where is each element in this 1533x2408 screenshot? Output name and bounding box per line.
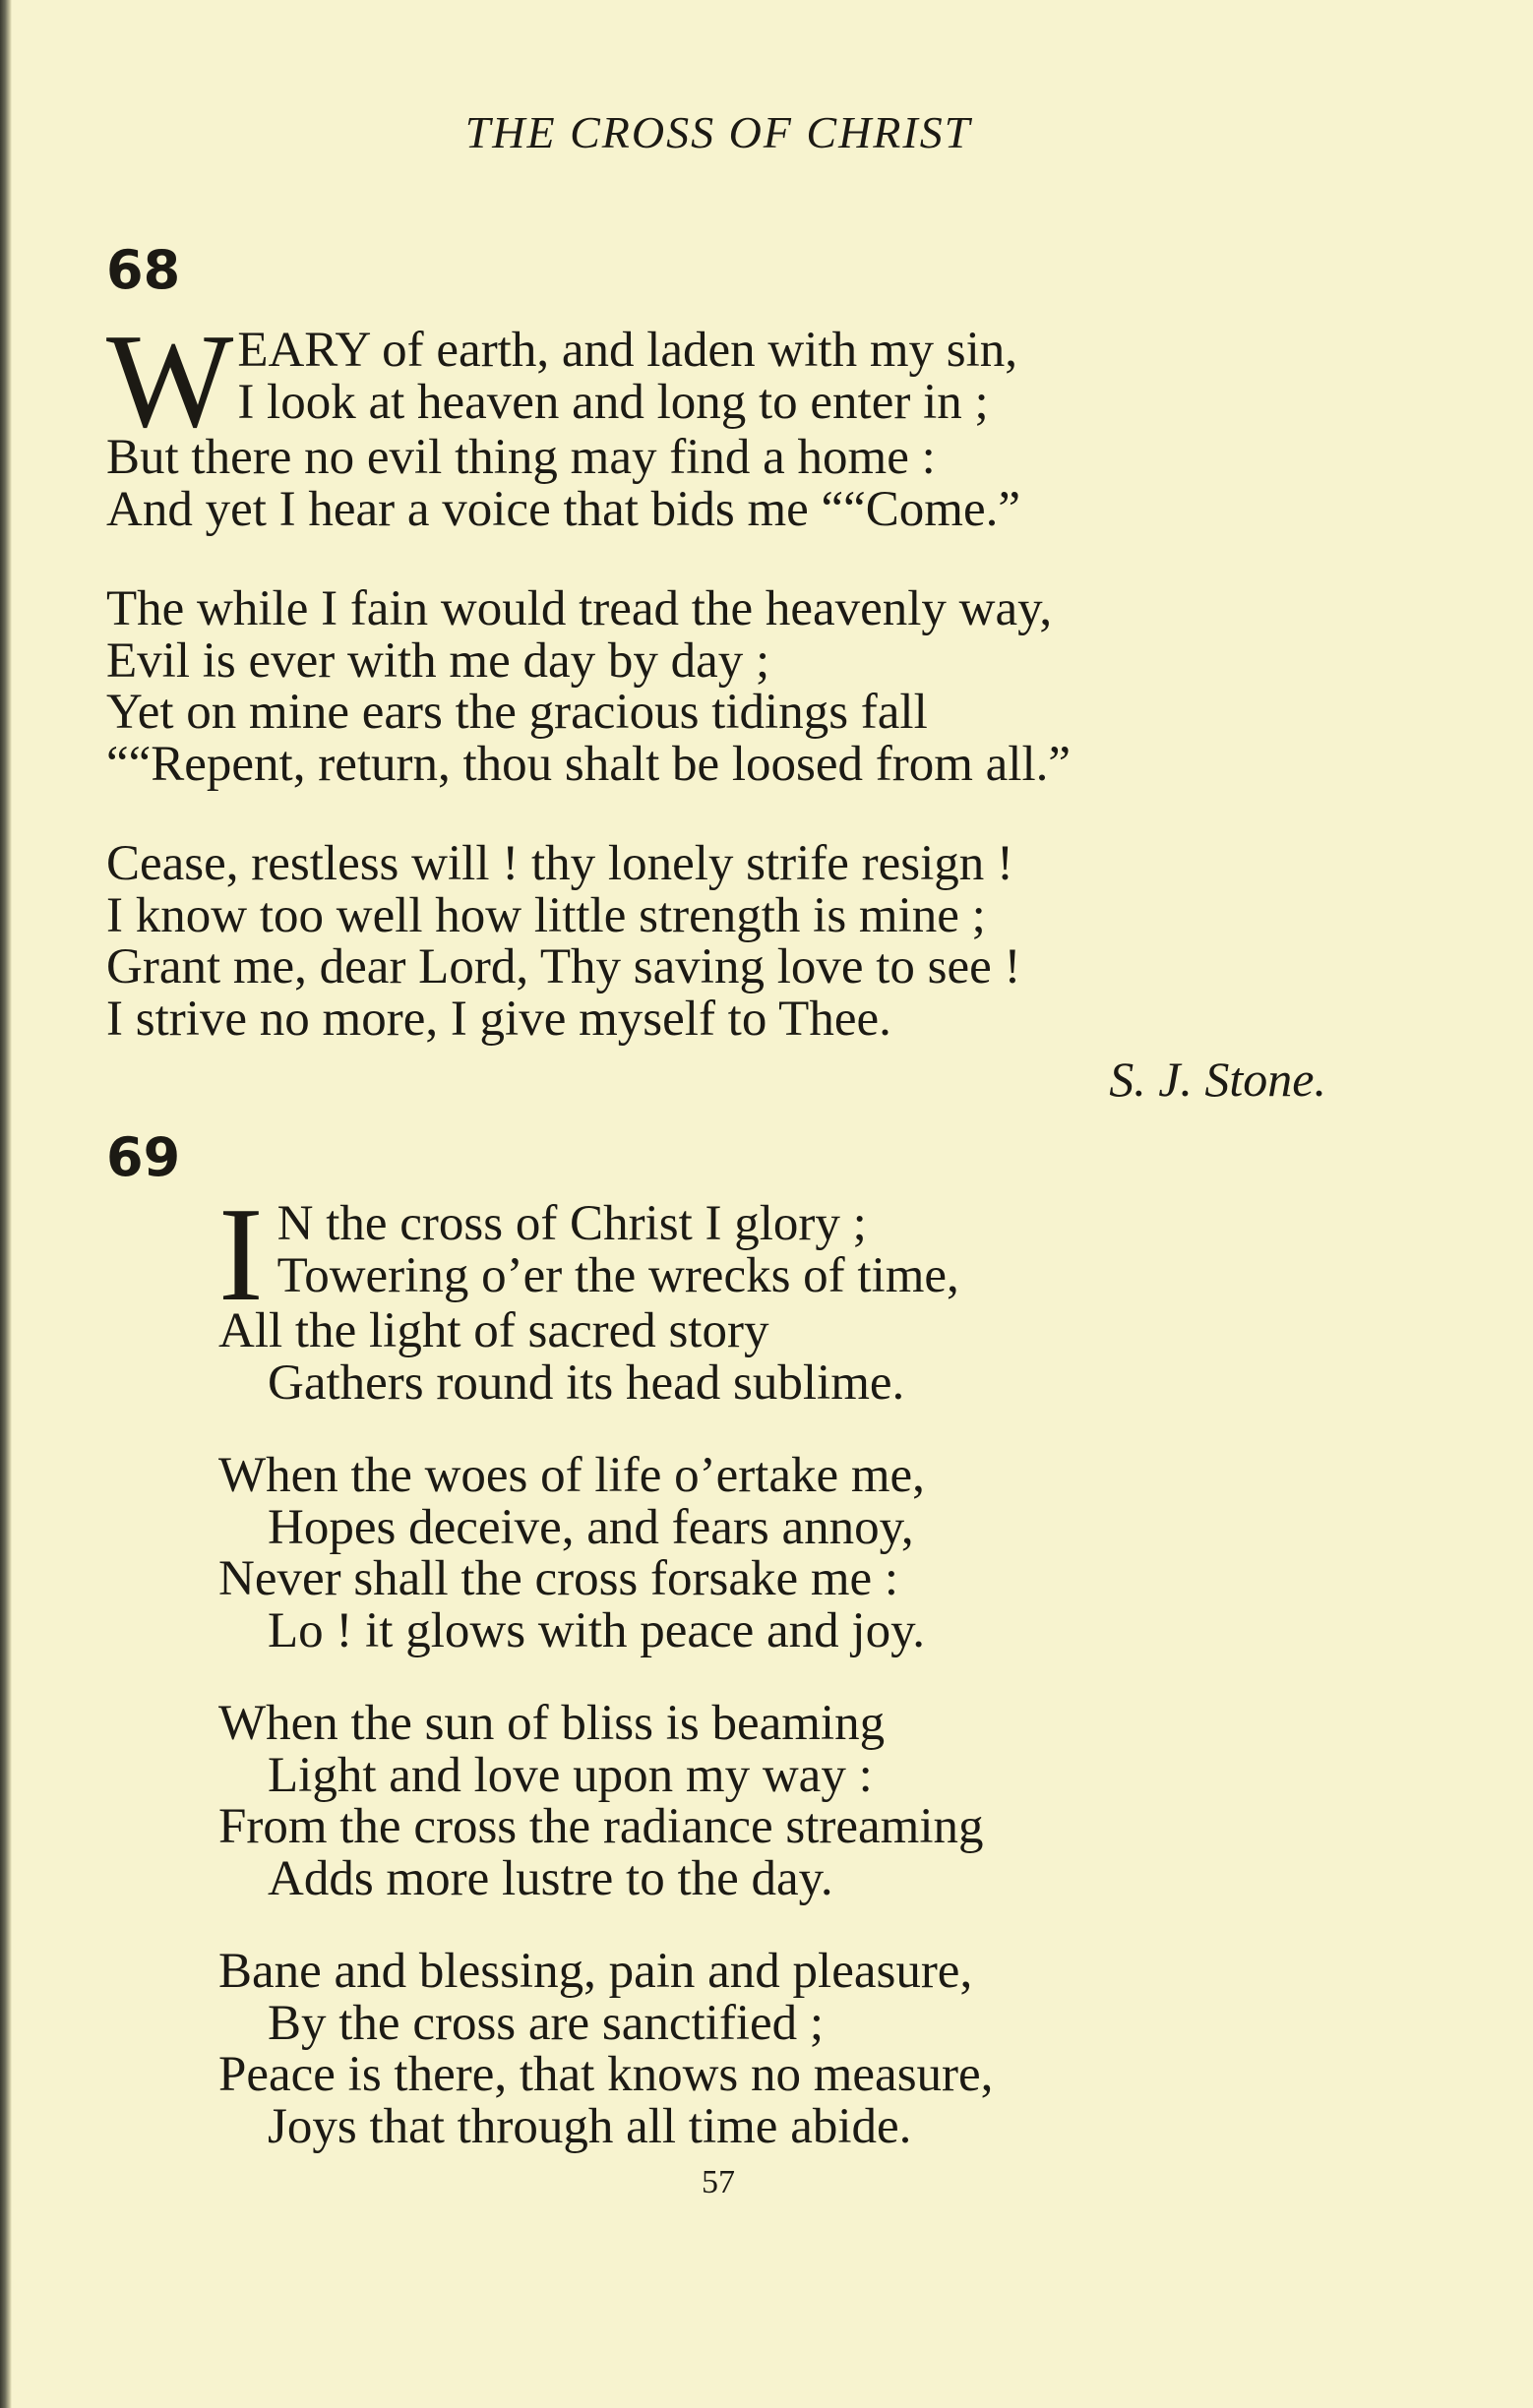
verse-line: When the sun of bliss is beaming: [218, 1696, 886, 1751]
verse-line: From the cross the radiance streaming: [218, 1799, 984, 1854]
verse-line: Grant me, dear Lord, Thy saving love to see !: [106, 939, 1021, 994]
stanza-68-1: [106, 306, 1336, 537]
verse-line: And yet I hear a voice that bids me ““Come.”: [106, 481, 1020, 537]
verse-line: Bane and blessing, pain and pleasure,: [218, 1944, 973, 1999]
hymn-number-69: 69: [106, 1126, 181, 1188]
verse-line: Hopes deceive, and fears annoy,: [268, 1499, 914, 1555]
verse-line: But there no evil thing may find a home :: [106, 430, 936, 485]
verse-line: Cease, restless will ! thy lonely strife resign !: [106, 836, 1014, 891]
verse-line: By the cross are sanctified ;: [268, 1995, 825, 2051]
stanza-69-4: [218, 1946, 1360, 2152]
page-binding-edge: [0, 0, 12, 2408]
stanza-68-3: [106, 838, 1336, 1045]
drop-cap: W: [106, 306, 234, 455]
running-head: THE CROSS OF CHRIST: [464, 107, 972, 157]
stanza-69-2: [218, 1450, 1360, 1656]
drop-cap: I: [218, 1179, 264, 1329]
verse-line: Yet on mine ears the gracious tidings fall: [106, 685, 928, 740]
stanza-69-1: [218, 1179, 1360, 1411]
stanza-69-3: [218, 1698, 1360, 1904]
verse-line: Never shall the cross forsake me :: [218, 1551, 899, 1606]
stanza-68-2: [106, 583, 1336, 790]
author-attribution: S. J. Stone.: [1109, 1052, 1326, 1107]
verse-line: I know too well how little strength is mine ;: [106, 887, 986, 943]
verse-line: N the cross of Christ I glory ;: [276, 1196, 867, 1251]
verse-line: The while I fain would tread the heavenly way,: [106, 581, 1053, 636]
verse-line: Evil is ever with me day by day ;: [106, 632, 770, 689]
hymn-68: [106, 306, 1336, 1093]
verse-line: ““Repent, return, thou shalt be loosed from all.”: [106, 736, 1072, 792]
verse-line: When the woes of life o’ertake me,: [218, 1448, 925, 1503]
verse-line: EARY of earth, and laden with my sin,: [237, 323, 1018, 378]
verse-line: Joys that through all time abide.: [268, 2098, 912, 2154]
verse-line: Peace is there, that knows no measure,: [218, 2047, 994, 2102]
verse-line: I look at heaven and long to enter in ;: [237, 374, 989, 430]
verse-line: I strive no more, I give myself to Thee.: [106, 991, 891, 1047]
verse-line: Adds more lustre to the day.: [268, 1850, 833, 1906]
verse-line: Light and love upon my way :: [268, 1747, 873, 1803]
verse-line: Towering o’er the wrecks of time,: [276, 1247, 959, 1303]
hymn-69: [218, 1179, 1360, 2194]
page-number: 57: [702, 2164, 735, 2200]
hymn-number-68: 68: [106, 239, 181, 301]
verse-line: Gathers round its head sublime.: [268, 1354, 905, 1411]
verse-line: Lo ! it glows with peace and joy.: [268, 1602, 926, 1658]
verse-line: All the light of sacred story: [218, 1303, 769, 1358]
